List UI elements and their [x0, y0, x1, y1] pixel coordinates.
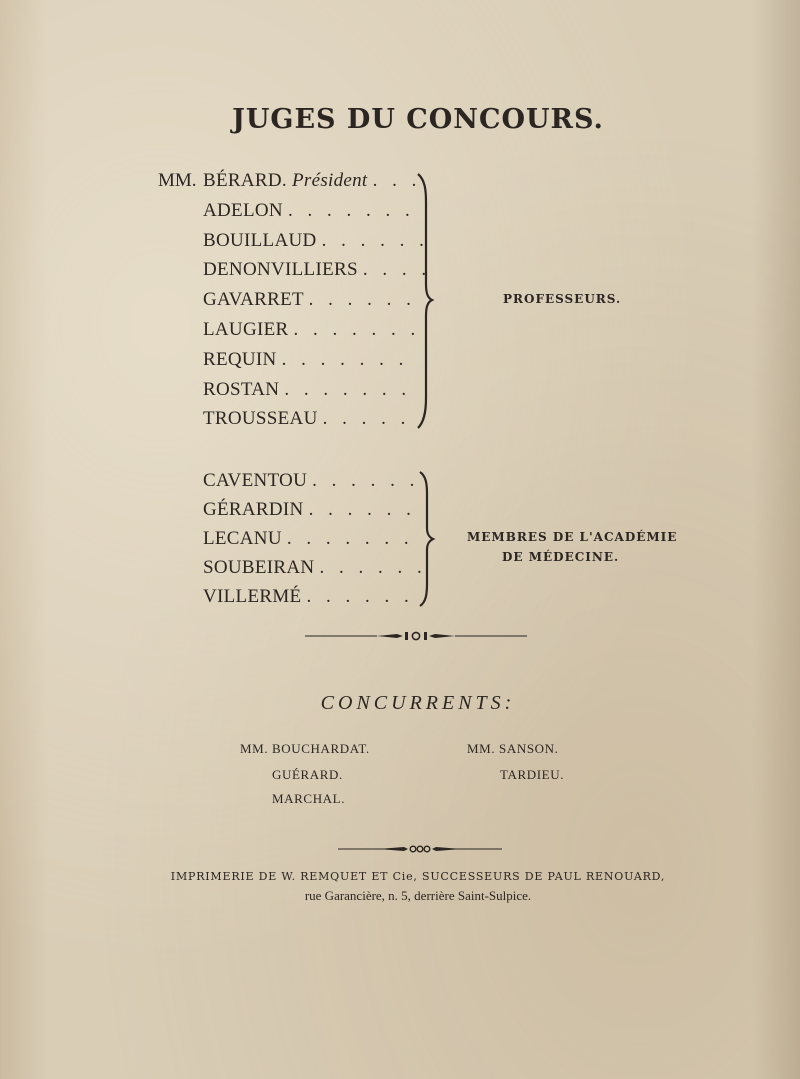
judge-name: BOUILLAUD . . . . . .: [203, 230, 429, 251]
imprint-address: rue Garancière, n. 5, derrière Saint-Sulpice.: [304, 888, 532, 903]
judge-name: VILLERMÉ . . . . . .: [203, 586, 414, 607]
leader-dots: . . . . . .: [312, 470, 420, 491]
judge-name: LAUGIER . . . . . . .: [203, 319, 421, 340]
concurrent-name: MM. SANSON.: [467, 741, 559, 756]
concurrent-name: TARDIEU.: [500, 767, 565, 782]
judge-name: TROUSSEAU . . . . .: [203, 408, 411, 429]
judge-name: GAVARRET . . . . . .: [203, 289, 416, 310]
leader-dots: . . . . . .: [319, 557, 427, 578]
leader-dots: . . . . . . .: [284, 379, 412, 400]
concurrent-name: MARCHAL.: [272, 791, 346, 806]
leader-dots: . . . . . .: [321, 230, 429, 251]
concurrent-name: MM. BOUCHARDAT.: [240, 741, 370, 756]
leader-dots: . . .: [372, 170, 422, 191]
imprint-line: IMPRIMERIE DE W. REMQUET ET Cie, SUCCESSEURS DE PAUL RENOUARD,: [170, 870, 666, 883]
judge-name: GÉRARDIN . . . . . .: [203, 499, 416, 520]
academie-label-line2: DE MÉDECINE.: [502, 550, 620, 564]
leader-dots: . . . . . . .: [293, 319, 421, 340]
leader-dots: . . . .: [362, 259, 432, 280]
judge-name: ADELON . . . . . . .: [203, 200, 415, 221]
leader-dots: . . . . . . .: [281, 349, 409, 370]
leader-dots: . . . . . .: [308, 499, 416, 520]
judge-name: ROSTAN . . . . . . .: [203, 379, 412, 400]
academie-label-line1: MEMBRES DE L'ACADÉMIE: [467, 530, 678, 544]
judge-name: LECANU . . . . . . .: [203, 528, 414, 549]
judge-name: REQUIN . . . . . . .: [203, 349, 409, 370]
professeurs-brace: [412, 172, 436, 430]
page-title: JUGES DU CONCOURS.: [232, 104, 604, 135]
leader-dots: . . . . .: [322, 408, 411, 429]
judge-name: BÉRARD. Président . . .: [203, 170, 422, 191]
mm-label: MM.: [158, 170, 197, 191]
president-note: Président: [291, 170, 368, 191]
footer-ornament-divider: [338, 842, 502, 860]
judge-name: SOUBEIRAN . . . . . .: [203, 557, 427, 578]
judge-name: DENONVILLIERS . . . .: [203, 259, 432, 280]
ornament-divider: [305, 628, 527, 649]
concurrent-name: GUÉRARD.: [272, 767, 343, 782]
leader-dots: . . . . . .: [306, 586, 414, 607]
leader-dots: . . . . . . .: [287, 200, 415, 221]
leader-dots: . . . . . .: [308, 289, 416, 310]
concurrents-title: CONCURRENTS:: [320, 692, 516, 714]
professeurs-label: PROFESSEURS.: [503, 292, 622, 306]
leader-dots: . . . . . . .: [286, 528, 414, 549]
academie-brace: [414, 470, 438, 608]
judge-name: CAVENTOU . . . . . .: [203, 470, 420, 491]
